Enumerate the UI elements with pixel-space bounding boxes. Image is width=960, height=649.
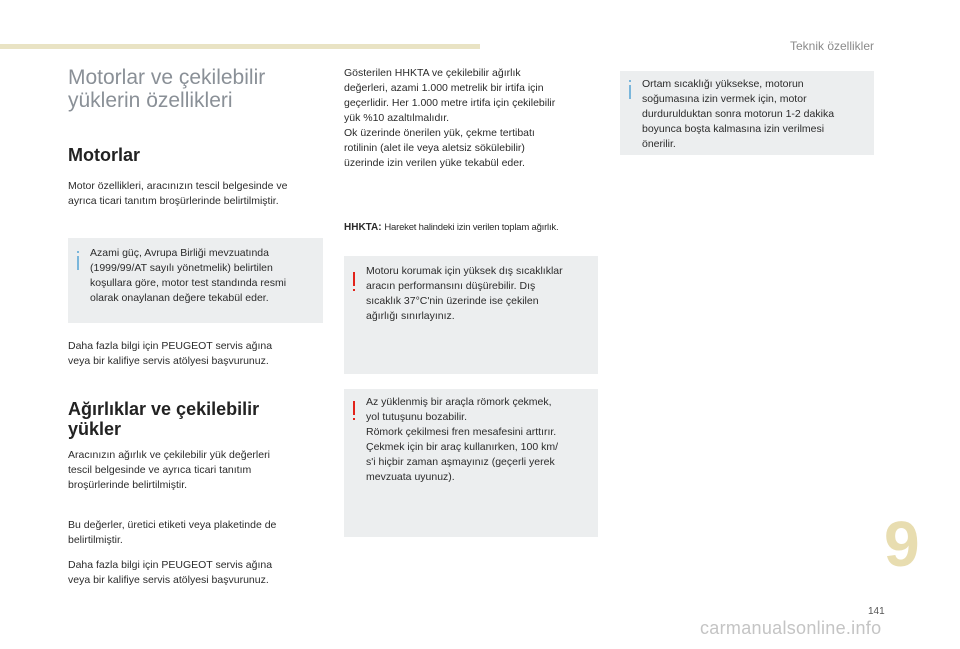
text-line: ayrıca ticari tanıtım broşürlerinde belirtilmiştir.: [68, 195, 279, 207]
motorlar-heading: Motorlar: [68, 145, 140, 165]
text-line: Motor özellikleri, aracınızın tescil belgesinde ve: [68, 180, 288, 192]
hhkta-text: Hareket halindeki izin verilen toplam ağırlık.: [384, 222, 559, 233]
hhkta-label: HHKTA:: [344, 222, 382, 233]
text-line: boyunca boşta kalmasına izin verilmesi: [642, 123, 825, 135]
text-line: aracın performansını düşürebilir. Dış: [366, 280, 536, 292]
weights-paragraph-3: [68, 558, 324, 588]
warning-icon: [353, 401, 355, 415]
page-title: [68, 66, 324, 112]
motor-paragraph-2: [68, 339, 324, 369]
text-line: belirtilmiştir.: [68, 534, 123, 546]
info-icon-dot: [77, 251, 79, 253]
info-box-idle-cooling: [620, 71, 874, 155]
text-line: Aracınızın ağırlık ve çekilebilir yük değerleri: [68, 449, 270, 461]
text-line: önerilir.: [642, 138, 676, 150]
text-line: Ortam sıcaklığı yüksekse, motorun: [642, 78, 804, 90]
info-icon: [77, 256, 79, 270]
page-title-line-1: Motorlar ve çekilebilir: [68, 66, 266, 89]
text-line: koşullara göre, motor test standında resmi: [90, 277, 287, 289]
text-line: Daha fazla bilgi için PEUGEOT servis ağına: [68, 559, 273, 571]
warning-box-temperature: [344, 256, 598, 374]
text-line: üzerinde izin verilen yüke tekabül eder.: [344, 157, 525, 169]
hhkta-definition: [344, 222, 558, 233]
text-line: soğumasına izin vermek için, motor: [642, 93, 807, 105]
page-title-line-2: yüklerin özellikleri: [68, 89, 233, 112]
weights-heading: [68, 399, 324, 439]
text-line: Azami güç, Avrupa Birliği mevzuatında: [90, 247, 269, 259]
text-line: Motoru korumak için yüksek dış sıcaklıklar: [366, 265, 563, 277]
info-box-text: [642, 77, 834, 152]
text-line: Gösterilen HHKTA ve çekilebilir ağırlık: [344, 67, 521, 79]
text-line: yol tutuşunu bozabilir.: [366, 411, 467, 423]
header-accent-bar: [0, 44, 480, 49]
text-line: Çekmek için bir araç kullanırken, 100 km/: [366, 441, 558, 453]
text-line: (1999/99/AT sayılı yönetmelik) belirtilen: [90, 262, 273, 274]
weights-paragraph-2: [68, 518, 324, 548]
page-number: 141: [868, 606, 885, 617]
chapter-number: 9: [884, 508, 920, 580]
weights-paragraph-1: [68, 448, 324, 493]
text-line: Daha fazla bilgi için PEUGEOT servis ağına: [68, 340, 273, 352]
warning-icon-dot: [353, 289, 355, 291]
warning-icon-dot: [353, 418, 355, 420]
heading-line: yükler: [68, 419, 122, 439]
info-box-max-power: [68, 238, 323, 323]
text-line: Bu değerler, üretici etiketi veya plaketinde de: [68, 519, 277, 531]
text-line: değerleri, azami 1.000 metrelik bir irtifa için: [344, 82, 544, 94]
warning-icon: [353, 272, 355, 286]
text-line: tescil belgesinde ve ayrıca ticari tanıtım: [68, 464, 252, 476]
warning-box-towing: [344, 389, 598, 537]
text-line: Az yüklenmiş bir araçla römork çekmek,: [366, 396, 552, 408]
section-header: Teknik özellikler: [789, 39, 874, 53]
text-line: yük %10 azaltılmalıdır.: [344, 112, 450, 124]
altitude-paragraph: [344, 66, 600, 171]
text-line: mevzuata uyunuz).: [366, 471, 455, 483]
text-line: broşürlerinde belirtilmiştir.: [68, 479, 188, 491]
info-box-text: [90, 246, 286, 306]
info-icon: [629, 85, 631, 99]
text-line: rotilinin (alet ile veya aletsiz sökülebilir): [344, 142, 525, 154]
text-line: Römork çekilmesi fren mesafesini arttırır.: [366, 426, 557, 438]
text-line: olarak onaylanan değere tekabül eder.: [90, 292, 269, 304]
text-line: s'i hiçbir zaman aşmayınız (geçerli yerek: [366, 456, 555, 468]
warning-box-text: [366, 395, 558, 485]
motor-paragraph-1: [68, 179, 324, 209]
text-line: veya bir kalifiye servis atölyesi başvurunuz.: [68, 574, 269, 586]
info-icon-dot: [629, 80, 631, 82]
text-line: veya bir kalifiye servis atölyesi başvurunuz.: [68, 355, 269, 367]
text-line: ağırlığı sınırlayınız.: [366, 310, 455, 322]
text-line: sıcaklık 37°C'nin üzerinde ise çekilen: [366, 295, 539, 307]
text-line: Ok üzerinde önerilen yük, çekme tertibatı: [344, 127, 535, 139]
heading-line: Ağırlıklar ve çekilebilir: [68, 399, 260, 419]
text-line: durdurulduktan sonra motorun 1-2 dakika: [642, 108, 835, 120]
column-left: [68, 66, 324, 209]
text-line: geçerlidir. Her 1.000 metre irtifa için çekilebilir: [344, 97, 556, 109]
watermark: carmanualsonline.info: [700, 618, 882, 638]
warning-box-text: [366, 264, 563, 324]
